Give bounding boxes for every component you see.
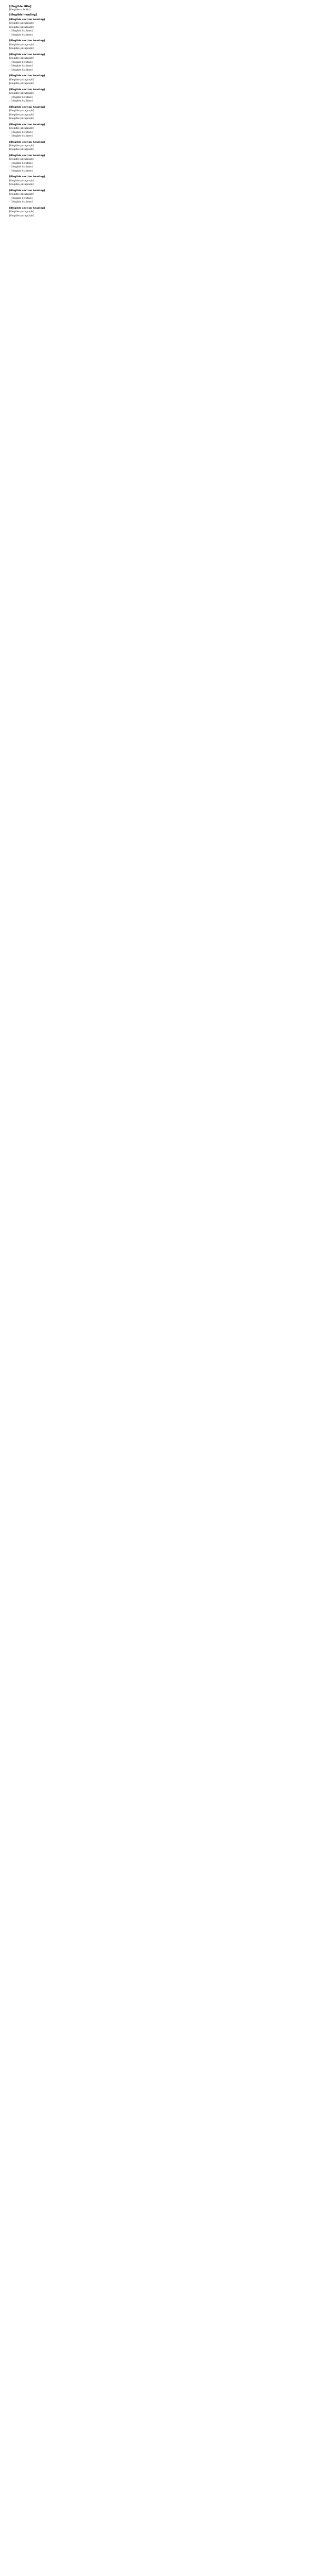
- document-heading: [illegible heading]: [9, 13, 37, 16]
- document-section: [9, 40, 302, 50]
- section-paragraph: [illegible paragraph]: [9, 193, 34, 196]
- document-section: [9, 106, 302, 121]
- section-title: [illegible section heading]: [9, 123, 45, 126]
- section-list-item: - [illegible list item]: [9, 135, 302, 138]
- section-paragraph: [illegible paragraph]: [9, 211, 34, 214]
- section-title: [illegible section heading]: [9, 53, 45, 56]
- section-list-item: - [illegible list item]: [9, 65, 302, 68]
- section-paragraph: [illegible paragraph]: [9, 57, 34, 60]
- section-list: [9, 131, 302, 139]
- section-list: [9, 96, 302, 104]
- section-list-item: - [illegible list item]: [9, 61, 302, 64]
- document-body: [9, 19, 302, 218]
- section-title: [illegible section heading]: [9, 207, 45, 210]
- section-title: [illegible section heading]: [9, 154, 45, 157]
- section-paragraph: [illegible paragraph]: [9, 26, 34, 29]
- document-section: [9, 54, 302, 72]
- section-list: [9, 162, 302, 173]
- section-list-item: - [illegible list item]: [9, 34, 302, 37]
- section-paragraph: [illegible paragraph]: [9, 127, 34, 130]
- section-paragraph: [illegible paragraph]: [9, 148, 34, 151]
- section-list: [9, 30, 302, 37]
- section-list-item: - [illegible list item]: [9, 170, 302, 173]
- section-paragraph: [illegible paragraph]: [9, 214, 34, 217]
- section-list: [9, 197, 302, 205]
- section-paragraph: [illegible paragraph]: [9, 117, 34, 121]
- document-section: [9, 190, 302, 205]
- section-list: [9, 61, 302, 72]
- section-paragraph: [illegible paragraph]: [9, 78, 34, 81]
- document-section: [9, 141, 302, 152]
- section-paragraph: [illegible paragraph]: [9, 47, 34, 50]
- section-paragraph: [illegible paragraph]: [9, 145, 34, 147]
- section-title: [illegible section heading]: [9, 176, 45, 179]
- section-list-item: - [illegible list item]: [9, 166, 302, 169]
- section-paragraph: [illegible paragraph]: [9, 43, 34, 46]
- section-paragraph: [illegible paragraph]: [9, 183, 34, 187]
- document-section: [9, 19, 302, 37]
- section-title: [illegible section heading]: [9, 106, 45, 109]
- section-paragraph: [illegible paragraph]: [9, 82, 34, 86]
- section-paragraph: [illegible paragraph]: [9, 92, 34, 95]
- section-list-item: - [illegible list item]: [9, 30, 302, 33]
- section-list-item: - [illegible list item]: [9, 96, 302, 99]
- section-list-item: - [illegible list item]: [9, 201, 302, 204]
- section-title: [illegible section heading]: [9, 141, 45, 144]
- section-list-item: - [illegible list item]: [9, 100, 302, 103]
- document-subtitle: [illegible subtitle]: [9, 9, 30, 12]
- document-section: [9, 155, 302, 173]
- section-paragraph: [illegible paragraph]: [9, 110, 34, 113]
- document-section: [9, 207, 302, 218]
- section-list-item: - [illegible list item]: [9, 69, 302, 72]
- section-list-item: - [illegible list item]: [9, 197, 302, 200]
- document-section: [9, 176, 302, 187]
- section-title: [illegible section heading]: [9, 189, 45, 192]
- section-list-item: - [illegible list item]: [9, 131, 302, 134]
- document-section: [9, 89, 302, 104]
- section-title: [illegible section heading]: [9, 75, 45, 78]
- section-paragraph: [illegible paragraph]: [9, 113, 34, 116]
- document-section: [9, 75, 302, 86]
- section-title: [illegible section heading]: [9, 88, 45, 91]
- section-title: [illegible section heading]: [9, 18, 45, 21]
- document-title: [illegible title]: [9, 5, 31, 8]
- section-title: [illegible section heading]: [9, 40, 45, 43]
- section-paragraph: [illegible paragraph]: [9, 158, 34, 161]
- document-section: [9, 124, 302, 139]
- section-paragraph: [illegible paragraph]: [9, 179, 34, 182]
- section-list-item: - [illegible list item]: [9, 162, 302, 165]
- section-paragraph: [illegible paragraph]: [9, 22, 34, 25]
